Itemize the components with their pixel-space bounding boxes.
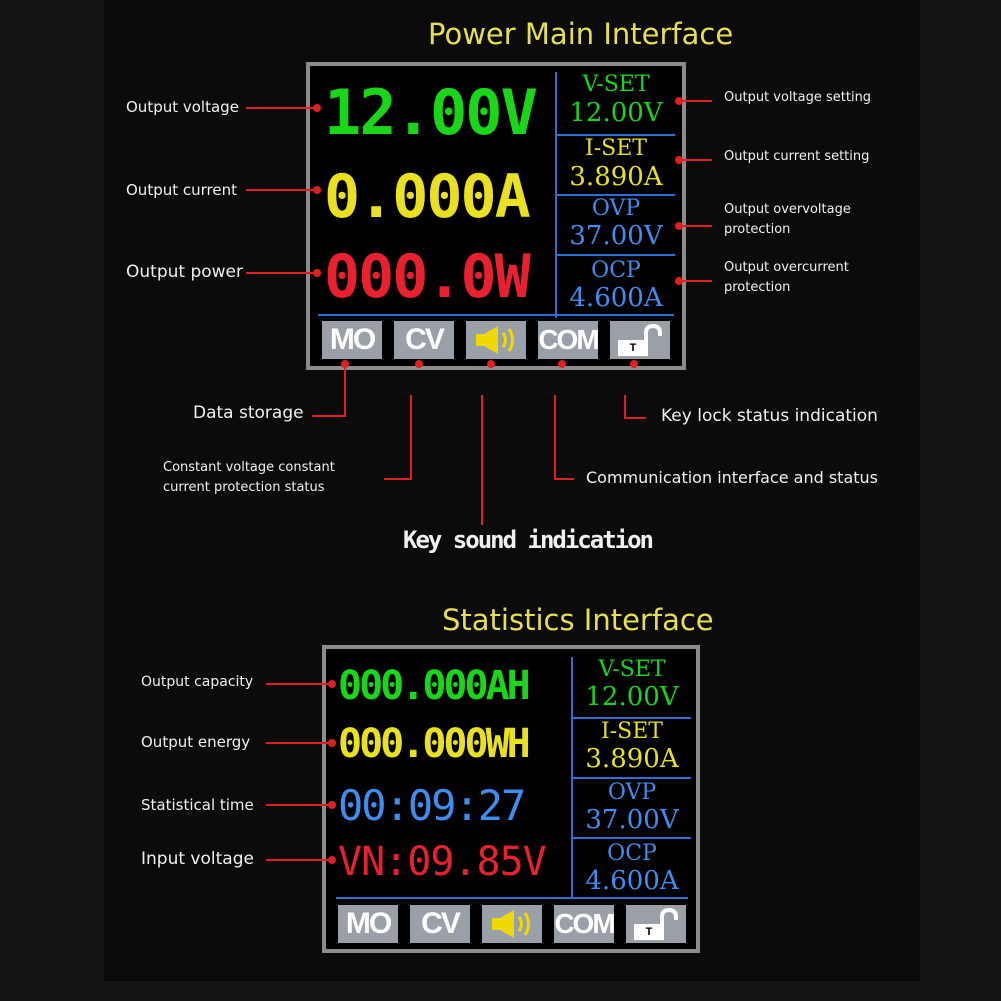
settings-row-divider [573, 837, 691, 839]
data-storage-icon: MO [338, 905, 398, 943]
output-voltage-readout: 12.00V [324, 76, 536, 149]
ovp-label: OVP [591, 196, 641, 221]
cv-cc-status-icon: CV [394, 321, 454, 359]
ocp-label: OCP [607, 841, 657, 866]
key-sound-annotation: Key sound indication [403, 526, 652, 554]
key-lock-pointer [624, 395, 626, 419]
i-set-pointer [682, 159, 712, 161]
communication-pointer-dot [558, 360, 566, 368]
v-set-pointer [682, 100, 712, 102]
v-set-label: V-SET [582, 72, 650, 97]
ovp-annotation-line1: Output overvoltage [724, 202, 851, 217]
output-power-annotation: Output power [126, 262, 243, 282]
ocp-annotation-line1: Output overcurrent [724, 260, 849, 275]
output-capacity-annotation: Output capacity [141, 674, 254, 690]
ocp-label: OCP [591, 258, 641, 283]
speaker-icon [482, 905, 542, 943]
output-capacity-pointer [266, 683, 332, 685]
output-capacity-pointer-dot [328, 680, 336, 688]
output-voltage-pointer-dot [313, 104, 321, 112]
output-current-annotation: Output current [126, 181, 237, 199]
main-interface-title: Power Main Interface [428, 17, 734, 51]
v-set-annotation: Output voltage setting [724, 90, 872, 105]
output-current-pointer-dot [313, 186, 321, 194]
output-power-readout: 000.0W [324, 242, 529, 312]
key-lock-icon [626, 905, 686, 943]
statistical-time-pointer [266, 804, 332, 806]
statistical-time-readout: 00:09:27 [338, 781, 525, 830]
i-set-annotation: Output current setting [724, 149, 870, 164]
speaker-icon [466, 321, 526, 359]
i-set-value: 3.890A [585, 744, 679, 774]
v-set-value: 12.00V [569, 98, 663, 128]
ovp-value: 37.00V [585, 805, 679, 835]
communication-pointer-h [554, 478, 574, 480]
input-voltage-pointer [266, 859, 332, 861]
i-set-label: I-SET [585, 136, 647, 161]
key-lock-icon [610, 321, 670, 359]
output-energy-pointer [266, 742, 332, 744]
cv-cc-annotation-line1: Constant voltage constant [163, 460, 335, 475]
communication-pointer [554, 395, 556, 480]
i-set-label: I-SET [601, 719, 663, 744]
settings-row-divider [573, 777, 691, 779]
output-capacity-readout: 000.000AH [338, 663, 528, 709]
status-bar-divider [318, 314, 674, 316]
ocp-pointer [682, 280, 712, 282]
ovp-annotation-line2: protection [724, 222, 791, 237]
output-power-pointer [246, 272, 316, 274]
communication-icon: COM [538, 321, 598, 359]
cv-status-pointer [410, 395, 412, 480]
output-current-readout: 0.000A [324, 162, 529, 232]
cv-cc-annotation-line2: current protection status [163, 480, 325, 495]
data-storage-pointer [344, 366, 346, 417]
cv-status-pointer-h [384, 478, 412, 480]
ocp-value: 4.600A [569, 283, 663, 313]
key-sound-pointer [481, 395, 483, 525]
ovp-label: OVP [607, 780, 657, 805]
key-lock-label: T [634, 924, 664, 940]
key-lock-label: T [618, 340, 648, 356]
output-energy-annotation: Output energy [141, 733, 251, 751]
output-voltage-annotation: Output voltage [126, 98, 239, 116]
data-storage-pointer-h [312, 415, 346, 417]
communication-icon: COM [554, 905, 614, 943]
statistical-time-annotation: Statistical time [141, 796, 254, 814]
key-lock-pointer-dot [630, 360, 638, 368]
data-storage-annotation: Data storage [193, 403, 304, 423]
ocp-annotation-line2: protection [724, 280, 791, 295]
key-lock-annotation: Key lock status indication [661, 406, 878, 426]
ocp-value: 4.600A [585, 866, 679, 896]
input-voltage-readout: VN:09.85V [338, 839, 546, 885]
communication-annotation: Communication interface and status [586, 468, 878, 487]
key-lock-pointer-h [624, 417, 646, 419]
output-voltage-pointer [246, 107, 316, 109]
ovp-value: 37.00V [569, 221, 663, 251]
output-energy-pointer-dot [328, 739, 336, 747]
main-display-screen [306, 62, 686, 370]
statistical-time-pointer-dot [328, 801, 336, 809]
input-voltage-annotation: Input voltage [141, 849, 254, 869]
ovp-pointer [682, 225, 712, 227]
status-bar-divider [336, 897, 688, 899]
data-storage-icon: MO [322, 321, 382, 359]
output-energy-readout: 000.000WH [338, 721, 528, 767]
statistics-display-screen [322, 645, 700, 953]
output-current-pointer [246, 189, 316, 191]
statistics-interface-title: Statistics Interface [442, 603, 714, 637]
cv-status-pointer-dot [415, 360, 423, 368]
i-set-value: 3.890A [569, 162, 663, 192]
key-sound-pointer-dot [487, 360, 495, 368]
settings-row-divider [557, 254, 675, 256]
input-voltage-pointer-dot [328, 856, 336, 864]
v-set-label: V-SET [598, 657, 666, 682]
cv-cc-status-icon: CV [410, 905, 470, 943]
v-set-value: 12.00V [585, 682, 679, 712]
output-power-pointer-dot [313, 269, 321, 277]
